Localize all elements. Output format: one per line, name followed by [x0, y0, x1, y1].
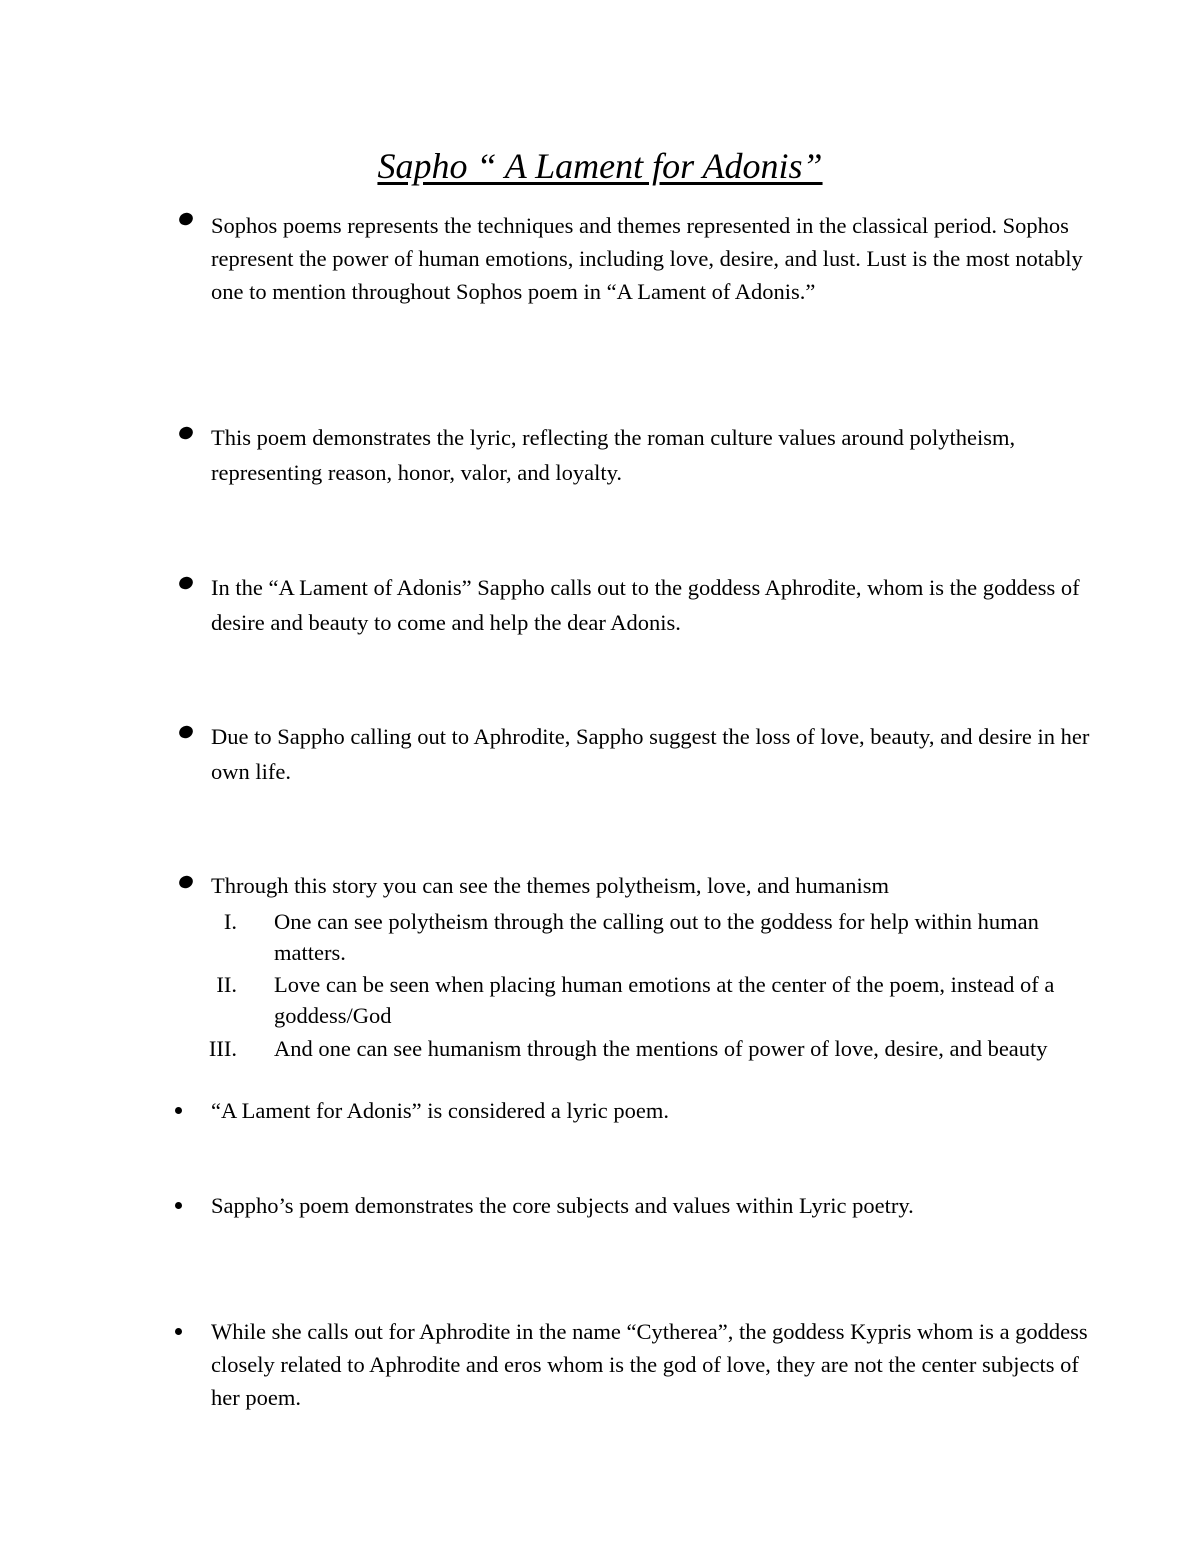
bullet-item: Sappho’s poem demonstrates the core subjects and values within Lyric poetry.	[211, 1193, 914, 1218]
bullet-item: While she calls out for Aphrodite in the name “Cytherea”, the goddess Kypris whom is a goddess closely related to Aphrodite and eros whom is the god of love, they are not the center subjects of her poem.	[211, 1319, 1088, 1410]
bullet-item: Through this story you can see the themes polytheism, love, and humanism	[211, 873, 890, 898]
bullet-icon	[177, 724, 195, 741]
bullet-item: This poem demonstrates the lyric, reflecting the roman culture values around polytheism, representing reason, honor, valor, and loyalty.	[211, 425, 1016, 485]
bullet-icon	[177, 211, 195, 228]
bullet-item: “A Lament for Adonis” is considered a lyric poem.	[211, 1098, 669, 1123]
bullet-dot-icon	[175, 1202, 182, 1209]
sub-item-text: One can see polytheism through the calling out to the goddess for help within human matters.	[274, 909, 1039, 965]
document-title: Sapho “ A Lament for Adonis”	[377, 146, 823, 186]
bullet-item: Due to Sappho calling out to Aphrodite, Sappho suggest the loss of love, beauty, and desire in her own life.	[211, 724, 1090, 784]
bullet-dot-icon	[175, 1107, 182, 1114]
bullet-dot-icon	[175, 1328, 182, 1335]
sub-item-text: And one can see humanism through the mentions of power of love, desire, and beauty	[274, 1036, 1048, 1061]
sub-item-numeral: I.	[223, 909, 237, 934]
sub-item-numeral: II.	[216, 972, 237, 997]
bullet-icon	[177, 874, 195, 891]
bullet-icon	[177, 575, 195, 592]
sub-item-text: Love can be seen when placing human emotions at the center of the poem, instead of a goddess/God	[274, 972, 1055, 1028]
bullet-icon	[177, 425, 195, 442]
sub-item-numeral: III.	[208, 1036, 237, 1061]
bullet-item: In the “A Lament of Adonis” Sappho calls out to the goddess Aphrodite, whom is the goddess of desire and beauty to come and help the dear Adonis.	[211, 575, 1080, 635]
bullet-item: Sophos poems represents the techniques and themes represented in the classical period. Sophos represent the power of human emotions, including love, desire, and lust. Lust is the most notably one to mention throughout Sophos poem in “A Lament of Adonis.”	[211, 213, 1083, 304]
